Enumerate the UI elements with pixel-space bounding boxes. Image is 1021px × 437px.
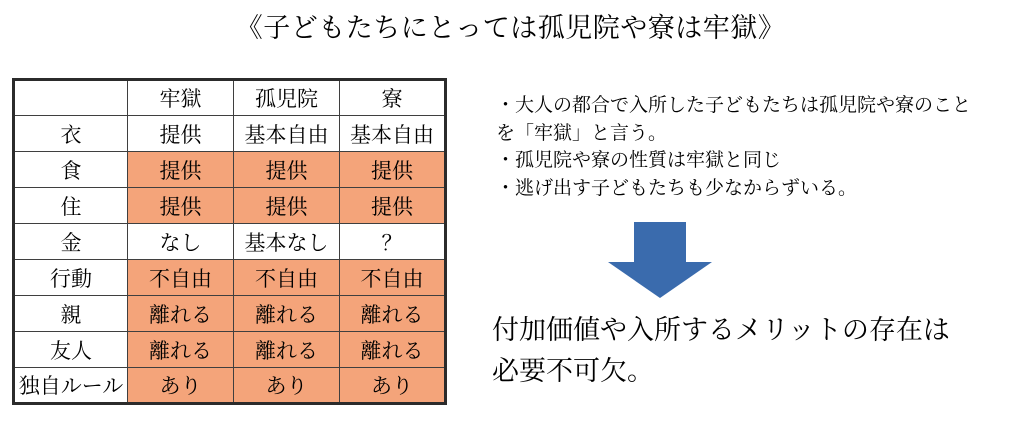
cell-value: あり: [340, 368, 446, 404]
cell-value: 提供: [128, 116, 234, 152]
notes-block: [496, 92, 1006, 202]
cell-value: 離れる: [128, 296, 234, 332]
cell-value: 離れる: [234, 296, 340, 332]
cell-value: 不自由: [234, 260, 340, 296]
cell-value: あり: [128, 368, 234, 404]
row-label: 食: [14, 152, 128, 188]
cell-value: 離れる: [128, 332, 234, 368]
cell-value: あり: [234, 368, 340, 404]
cell-value: 離れる: [340, 296, 446, 332]
cell-value: 提供: [128, 188, 234, 224]
table-row: [14, 224, 446, 260]
cell-value: 離れる: [340, 332, 446, 368]
cell-value: なし: [128, 224, 234, 260]
cell-value: 提供: [340, 152, 446, 188]
table-row: [14, 152, 446, 188]
cell-value: 提供: [234, 152, 340, 188]
column-header-dormitory: 寮: [340, 80, 446, 116]
row-label: 行動: [14, 260, 128, 296]
cell-value: 基本自由: [234, 116, 340, 152]
conclusion-block: [492, 310, 1012, 391]
cell-value: 基本自由: [340, 116, 446, 152]
cell-value: 基本なし: [234, 224, 340, 260]
column-header-prison: 牢獄: [128, 80, 234, 116]
note-line: ・大人の都合で入所した子どもたちは孤児院や寮のこと: [496, 95, 972, 116]
row-label: 独自ルール: [14, 368, 128, 404]
row-label: 住: [14, 188, 128, 224]
row-label: 友人: [14, 332, 128, 368]
conclusion-line: 必要不可欠。: [492, 355, 654, 386]
page-title: 《子どもたちにとっては孤児院や寮は牢獄》: [235, 13, 786, 43]
table-header-row: [14, 80, 446, 116]
cell-value: 提供: [340, 188, 446, 224]
note-line: を「牢獄」と言う。: [496, 122, 668, 144]
table-row: [14, 296, 446, 332]
note-line: ・逃げ出す子どもたちも少なからずいる。: [496, 177, 858, 199]
cell-value: 不自由: [340, 260, 446, 296]
row-label: 金: [14, 224, 128, 260]
cell-value: 不自由: [128, 260, 234, 296]
row-label: 衣: [14, 116, 128, 152]
comparison-table-wrapper: [12, 78, 444, 405]
table-corner-cell: [14, 80, 128, 116]
table-row: [14, 188, 446, 224]
row-label: 親: [14, 296, 128, 332]
comparison-table: [12, 78, 447, 405]
note-line: ・孤児院や寮の性質は牢獄と同じ: [496, 150, 782, 172]
conclusion-line: 付加価値や入所するメリットの存在は: [492, 315, 950, 345]
cell-value: 提供: [234, 188, 340, 224]
table-row: [14, 260, 446, 296]
table-row: [14, 116, 446, 152]
cell-value: 提供: [128, 152, 234, 188]
cell-value: 離れる: [234, 332, 340, 368]
down-arrow-icon: [604, 222, 716, 298]
table-row: [14, 368, 446, 404]
column-header-orphanage: 孤児院: [234, 80, 340, 116]
cell-value: ？: [340, 224, 446, 260]
table-row: [14, 332, 446, 368]
